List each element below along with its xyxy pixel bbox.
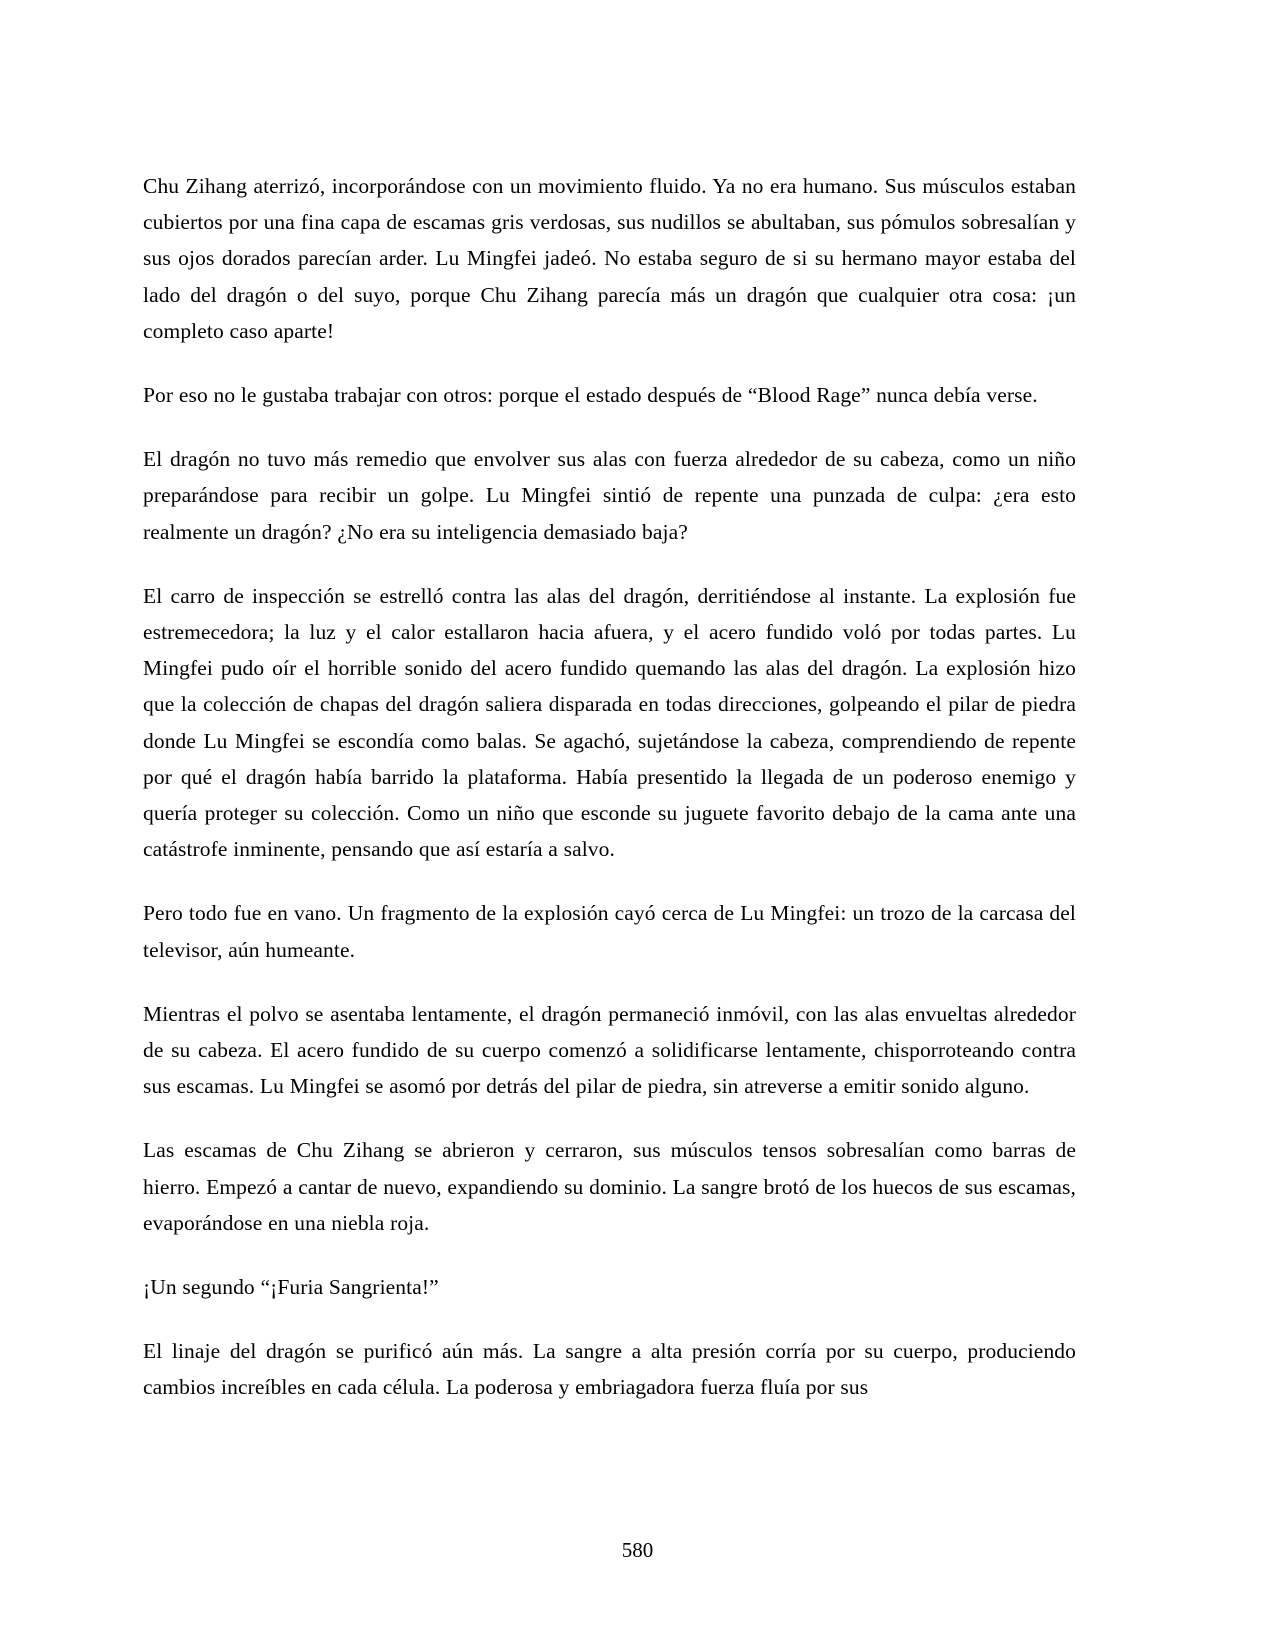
paragraph: Las escamas de Chu Zihang se abrieron y cerraron, sus músculos tensos sobresalían como barras de hierro. Empezó a cantar de nuevo, expandiendo su dominio. La sangre brotó de los huecos de sus escamas, evaporándose en una niebla roja.: [143, 1138, 1076, 1235]
paragraph: Pero todo fue en vano. Un fragmento de la explosión cayó cerca de Lu Mingfei: un trozo de la carcasa del televisor, aún humeante.: [143, 901, 1076, 962]
body-text-column: [143, 168, 1076, 1406]
paragraph: El linaje del dragón se purificó aún más. La sangre a alta presión corría por su cuerpo, produciendo cambios increíbles en cada célula. La poderosa y embriagadora fuerza fluía por sus: [143, 1339, 1076, 1400]
paragraph: Chu Zihang aterrizó, incorporándose con un movimiento fluido. Ya no era humano. Sus músculos estaban cubiertos por una fina capa de escamas gris verdosas, sus nudillos se abultaban, sus pómulos sobresalían y sus ojos dorados parecían arder. Lu Mingfei jadeó. No estaba seguro de si su hermano mayor estaba del lado del dragón o del suyo, porque Chu Zihang parecía más un dragón que cualquier otra cosa: ¡un completo caso aparte!: [143, 174, 1076, 343]
page-number: 580: [621, 1538, 654, 1562]
paragraph: El dragón no tuvo más remedio que envolver sus alas con fuerza alrededor de su cabeza, como un niño preparándose para recibir un golpe. Lu Mingfei sintió de repente una punzada de culpa: ¿era esto realmente un dragón? ¿No era su inteligencia demasiado baja?: [143, 447, 1076, 544]
paragraph: Por eso no le gustaba trabajar con otros: porque el estado después de “Blood Rage” nunca debía verse.: [143, 383, 1038, 408]
paragraph: ¡Un segundo “¡Furia Sangrienta!”: [143, 1275, 439, 1300]
paragraph: Mientras el polvo se asentaba lentamente, el dragón permaneció inmóvil, con las alas envueltas alrededor de su cabeza. El acero fundido de su cuerpo comenzó a solidificarse lentamente, chisporroteando contra sus escamas. Lu Mingfei se asomó por detrás del pilar de piedra, sin atreverse a emitir sonido alguno.: [143, 1001, 1076, 1099]
paragraph: El carro de inspección se estrelló contra las alas del dragón, derritiéndose al instante. La explosión fue estremecedora; la luz y el calor estallaron hacia afuera, y el acero fundido voló por todas partes. Lu Mingfei pudo oír el horrible sonido del acero fundido quemando las alas del dragón. La explosión hizo que la colección de chapas del dragón saliera disparada en todas direcciones, golpeando el pilar de piedra donde Lu Mingfei se escondía como balas. Se agachó, sujetándose la cabeza, comprendiendo de repente por qué el dragón había barrido la plataforma. Había presentido la llegada de un poderoso enemigo y quería proteger su colección. Como un niño que esconde su juguete favorito debajo de la cama ante una catástrofe inminente, pensando que así estaría a salvo.: [143, 583, 1076, 862]
